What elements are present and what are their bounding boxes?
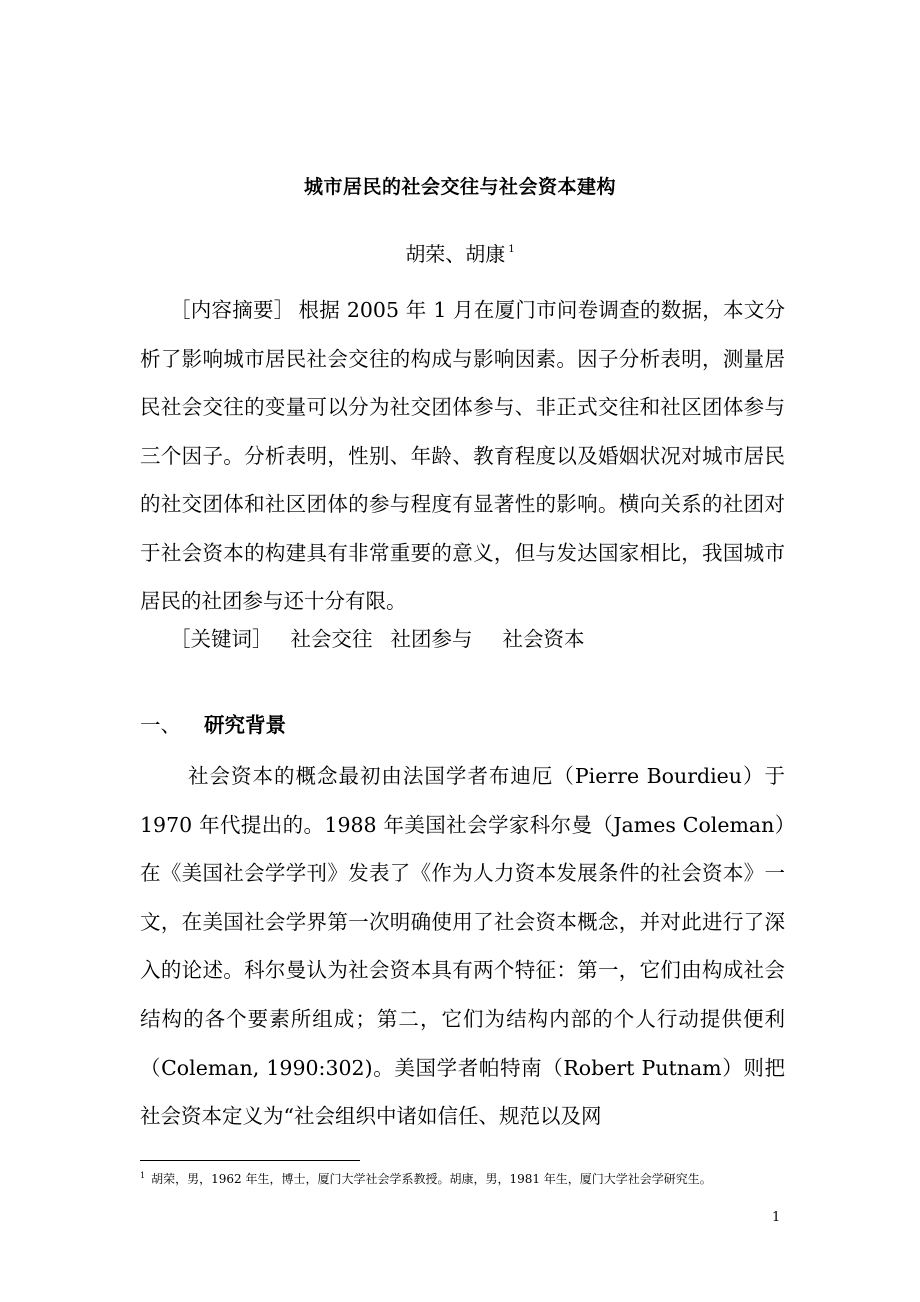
footnote-divider xyxy=(140,1160,360,1161)
keywords-label: ［关键词］ xyxy=(170,627,273,651)
footnote xyxy=(140,1170,712,1187)
author-footnote-marker: 1 xyxy=(508,244,515,255)
footnote-marker: 1 xyxy=(140,1171,146,1180)
footnote-text: 胡荣，男，1962 年生，博士，厦门大学社会学系教授。胡康，男，1981 年生，厦门大学社会学研究生。 xyxy=(151,1172,712,1186)
section-number: 一、 xyxy=(140,713,181,737)
keyword-item: 社团参与 xyxy=(390,627,473,651)
section-heading xyxy=(140,708,286,738)
section-title: 研究背景 xyxy=(204,713,286,737)
abstract-label: ［内容摘要］ xyxy=(170,298,295,322)
keywords-line xyxy=(170,622,585,652)
page-number: 1 xyxy=(772,1210,781,1225)
abstract-text: 根据 2005 年 1 月在厦门市问卷调查的数据，本文分析了影响城市居民社会交往的构成与影响因素。因子分析表明，测量居民社会交往的变量可以分为社交团体参与、非正式交往和社区团体参与三个因子。分析表明，性别、年龄、教育程度以及婚姻状况对城市居民的社交团体和社区团体的参与程度有显著性的影响。横向关系的社团对于社会资本的构建具有非常重要的意义，但与发达国家相比，我国城市居民的社团参与还十分有限。 xyxy=(140,298,785,613)
abstract-paragraph xyxy=(140,286,785,626)
document-title: 城市居民的社会交往与社会资本建构 xyxy=(303,176,616,198)
keyword-item: 社会资本 xyxy=(502,627,585,651)
authors-line xyxy=(0,238,920,267)
authors: 胡荣、胡康 xyxy=(405,242,506,266)
body-paragraph: 社会资本的概念最初由法国学者布迪厄（Pierre Bourdieu）于 1970 年代提出的。1988 年美国社会学家科尔曼（James Coleman）在《美国社会学学刊》发表了《作为人力资本发展条件的社会资本》一文，在美国社会学界第一次明确使用了社会资本概念，并对此进行了深入的论述。科尔曼认为社会资本具有两个特征：第一，它们由构成社会结构的各个要素所组成；第二，它们为结构内部的个人行动提供便利（Coleman, 1990:302)。美国学者帕特南（Robert Putnam）则把社会资本定义为“社会组织中诸如信任、规范以及网 xyxy=(140,764,785,1129)
keyword-item: 社会交往 xyxy=(290,627,373,651)
